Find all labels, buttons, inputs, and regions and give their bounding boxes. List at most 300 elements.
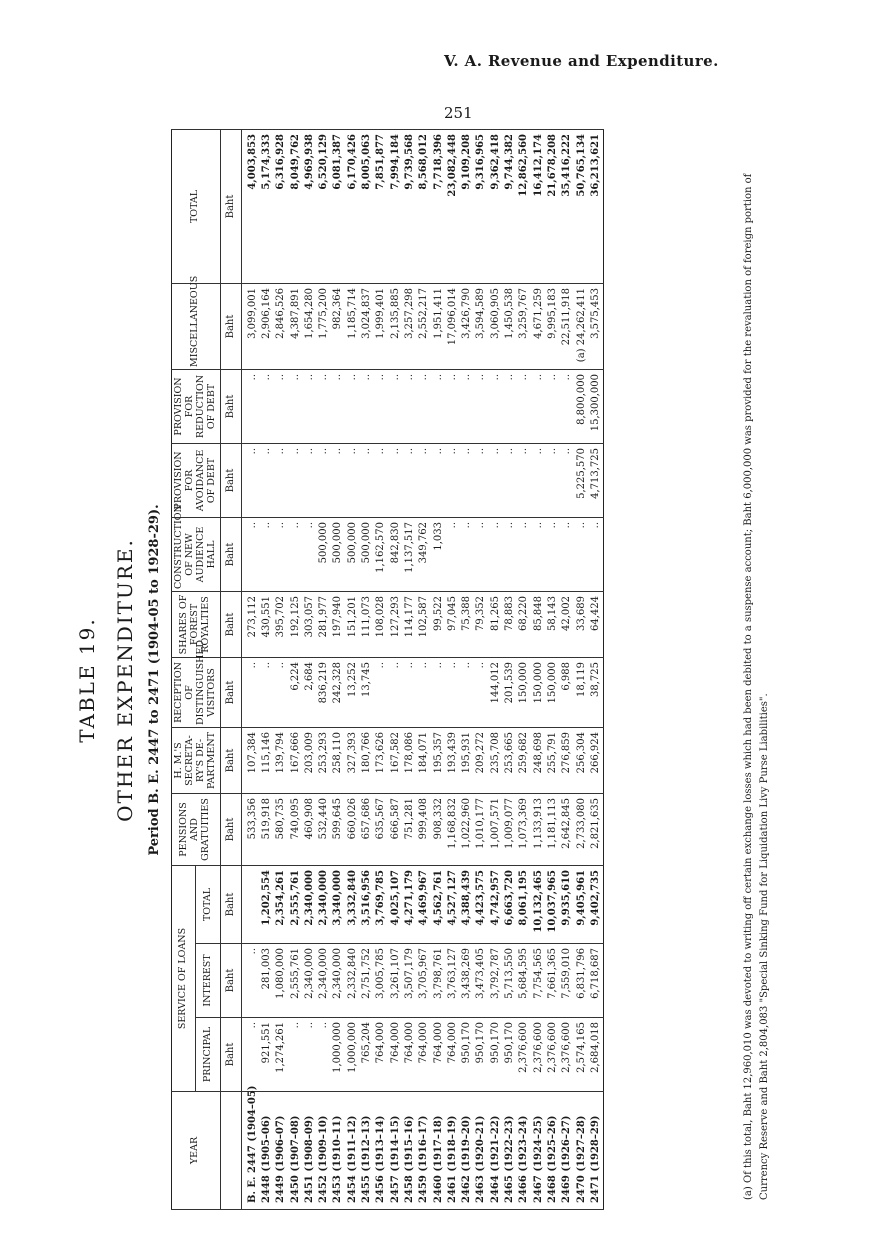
reception-cell: 150,000 xyxy=(532,657,546,727)
shares-cell: 281,977 xyxy=(317,591,331,657)
interest-cell: 2,555,761 xyxy=(289,944,303,1018)
principal-cell: 764,000 xyxy=(403,1018,417,1092)
hm-secretary-cell: 256,304 xyxy=(575,727,589,793)
miscellaneous-cell: 3,594,589 xyxy=(474,283,488,369)
reception-cell: 13,252 xyxy=(346,657,360,727)
grand-total-cell: 12,862,560 xyxy=(517,129,531,283)
table-row xyxy=(560,129,574,1209)
miscellaneous-cell: 3,259,767 xyxy=(517,283,531,369)
table-row xyxy=(575,129,589,1209)
shares-cell: 111,073 xyxy=(360,591,374,657)
hm-secretary-cell: 193,439 xyxy=(446,727,460,793)
year-cell: 2450 (1907–08) xyxy=(289,1092,303,1210)
reduction-cell: .. xyxy=(374,369,388,443)
pensions-cell: 1,010,177 xyxy=(474,793,488,865)
principal-cell: 1,000,000 xyxy=(331,1018,345,1092)
hm-secretary-cell: 107,384 xyxy=(241,727,260,793)
avoidance-cell: .. xyxy=(560,443,574,517)
shares-cell: 79,352 xyxy=(474,591,488,657)
shares-cell: 127,293 xyxy=(389,591,403,657)
header-principal: PRINCIPAL xyxy=(196,1018,220,1092)
year-cell: 2462 (1919–20) xyxy=(460,1092,474,1210)
hm-secretary-cell: 167,666 xyxy=(289,727,303,793)
year-cell: 2452 (1909–10) xyxy=(317,1092,331,1210)
loan-total-cell: 10,037,965 xyxy=(546,865,560,943)
reception-cell: 150,000 xyxy=(517,657,531,727)
reduction-cell: .. xyxy=(532,369,546,443)
avoidance-cell: .. xyxy=(489,443,503,517)
grand-total-cell: 36,213,621 xyxy=(589,129,604,283)
year-cell: 2449 (1906–07) xyxy=(274,1092,288,1210)
reduction-cell: .. xyxy=(474,369,488,443)
interest-cell: 2,340,000 xyxy=(317,944,331,1018)
reception-cell: 13,745 xyxy=(360,657,374,727)
reception-cell: .. xyxy=(403,657,417,727)
grand-total-cell: 7,994,184 xyxy=(389,129,403,283)
table-row xyxy=(317,129,331,1209)
avoidance-cell: .. xyxy=(346,443,360,517)
reception-cell: .. xyxy=(389,657,403,727)
grand-total-cell: 9,739,568 xyxy=(403,129,417,283)
grand-total-cell: 21,678,208 xyxy=(546,129,560,283)
interest-cell: 3,705,967 xyxy=(417,944,431,1018)
miscellaneous-cell: 3,257,298 xyxy=(403,283,417,369)
header-hm-secretary: H. M.'S SECRETA-RY'S DE-PARTMENT xyxy=(172,727,221,793)
reception-cell: 2,684 xyxy=(303,657,317,727)
unit-cell: Baht xyxy=(220,443,241,517)
table-row xyxy=(331,129,345,1209)
year-cell: 2456 (1913–14) xyxy=(374,1092,388,1210)
grand-total-cell: 8,049,762 xyxy=(289,129,303,283)
principal-cell: 1,000,000 xyxy=(346,1018,360,1092)
header-interest: INTEREST xyxy=(196,944,220,1018)
reception-cell: .. xyxy=(460,657,474,727)
shares-cell: 85,848 xyxy=(532,591,546,657)
avoidance-cell: .. xyxy=(241,443,260,517)
hm-secretary-cell: 139,794 xyxy=(274,727,288,793)
table-row xyxy=(474,129,488,1209)
table-title: OTHER EXPENDITURE. xyxy=(113,538,137,822)
table-row xyxy=(346,129,360,1209)
miscellaneous-cell: 4,387,891 xyxy=(289,283,303,369)
pensions-cell: 2,733,080 xyxy=(575,793,589,865)
avoidance-cell: .. xyxy=(446,443,460,517)
pensions-cell: 660,026 xyxy=(346,793,360,865)
avoidance-cell: .. xyxy=(374,443,388,517)
pensions-cell: 2,642,845 xyxy=(560,793,574,865)
principal-cell: 765,204 xyxy=(360,1018,374,1092)
year-cell: 2455 (1912–13) xyxy=(360,1092,374,1210)
hm-secretary-cell: 180,766 xyxy=(360,727,374,793)
table-row xyxy=(546,129,560,1209)
unit-cell: Baht xyxy=(220,129,241,283)
loan-total-cell: 8,061,195 xyxy=(517,865,531,943)
hm-secretary-cell: 115,146 xyxy=(260,727,274,793)
pensions-cell: 1,133,913 xyxy=(532,793,546,865)
miscellaneous-cell: 1,185,714 xyxy=(346,283,360,369)
principal-cell: .. xyxy=(303,1018,317,1092)
hm-secretary-cell: 173,626 xyxy=(374,727,388,793)
loan-total-cell: 3,340,000 xyxy=(331,865,345,943)
pensions-cell: 1,181,113 xyxy=(546,793,560,865)
expenditure-table xyxy=(171,129,604,1210)
miscellaneous-cell: 1,951,411 xyxy=(432,283,446,369)
grand-total-cell: 23,082,448 xyxy=(446,129,460,283)
principal-cell: 764,000 xyxy=(417,1018,431,1092)
interest-cell: 7,754,565 xyxy=(532,944,546,1018)
interest-cell: 1,080,000 xyxy=(274,944,288,1018)
hm-secretary-cell: 253,293 xyxy=(317,727,331,793)
interest-cell: 281,003 xyxy=(260,944,274,1018)
construction-cell: .. xyxy=(241,517,260,591)
table-row xyxy=(241,129,260,1209)
year-cell: 2461 (1918–19) xyxy=(446,1092,460,1210)
miscellaneous-cell: 2,846,526 xyxy=(274,283,288,369)
construction-cell: .. xyxy=(460,517,474,591)
year-cell: 2453 (1910–11) xyxy=(331,1092,345,1210)
reduction-cell: .. xyxy=(317,369,331,443)
loan-total-cell: 3,516,956 xyxy=(360,865,374,943)
avoidance-cell: 4,713,725 xyxy=(589,443,604,517)
grand-total-cell: 4,003,853 xyxy=(241,129,260,283)
principal-cell: 764,000 xyxy=(374,1018,388,1092)
header-grand-total: TOTAL xyxy=(172,129,221,283)
grand-total-cell: 8,005,063 xyxy=(360,129,374,283)
reduction-cell: .. xyxy=(389,369,403,443)
table-row xyxy=(503,129,517,1209)
pensions-cell: 1,168,832 xyxy=(446,793,460,865)
interest-cell: 7,661,365 xyxy=(546,944,560,1018)
shares-cell: 42,002 xyxy=(560,591,574,657)
hm-secretary-cell: 184,071 xyxy=(417,727,431,793)
shares-cell: 58,143 xyxy=(546,591,560,657)
principal-cell: 764,000 xyxy=(389,1018,403,1092)
loan-total-cell: 2,354,261 xyxy=(274,865,288,943)
miscellaneous-cell: 3,575,453 xyxy=(589,283,604,369)
grand-total-cell: 6,316,928 xyxy=(274,129,288,283)
unit-cell: Baht xyxy=(220,657,241,727)
year-cell: B. E. 2447 (1904–05) xyxy=(241,1092,260,1210)
construction-cell: .. xyxy=(446,517,460,591)
principal-cell: 764,000 xyxy=(446,1018,460,1092)
pensions-cell: 599,645 xyxy=(331,793,345,865)
grand-total-cell: 8,568,012 xyxy=(417,129,431,283)
construction-cell: 500,000 xyxy=(331,517,345,591)
reduction-cell: .. xyxy=(489,369,503,443)
interest-cell: 3,798,761 xyxy=(432,944,446,1018)
hm-secretary-cell: 209,272 xyxy=(474,727,488,793)
pensions-cell: 1,073,369 xyxy=(517,793,531,865)
hm-secretary-cell: 235,708 xyxy=(489,727,503,793)
shares-cell: 81,265 xyxy=(489,591,503,657)
hm-secretary-cell: 258,110 xyxy=(331,727,345,793)
reduction-cell: .. xyxy=(560,369,574,443)
table-row xyxy=(532,129,546,1209)
reception-cell: .. xyxy=(432,657,446,727)
reduction-cell: .. xyxy=(331,369,345,443)
loan-total-cell: 9,405,961 xyxy=(575,865,589,943)
miscellaneous-cell: 3,060,905 xyxy=(489,283,503,369)
construction-cell: .. xyxy=(546,517,560,591)
miscellaneous-cell: 3,099,001 xyxy=(241,283,260,369)
reception-cell: .. xyxy=(474,657,488,727)
unit-cell: Baht xyxy=(220,1018,241,1092)
pensions-cell: 908,332 xyxy=(432,793,446,865)
reduction-cell: .. xyxy=(403,369,417,443)
pensions-cell: 666,587 xyxy=(389,793,403,865)
year-cell: 2466 (1923–24) xyxy=(517,1092,531,1210)
loan-total-cell: 4,388,439 xyxy=(460,865,474,943)
pensions-cell: 740,095 xyxy=(289,793,303,865)
loan-total-cell: 3,332,840 xyxy=(346,865,360,943)
shares-cell: 108,028 xyxy=(374,591,388,657)
shares-cell: 192,125 xyxy=(289,591,303,657)
avoidance-cell: .. xyxy=(546,443,560,517)
loan-total-cell xyxy=(241,865,260,943)
construction-cell: .. xyxy=(274,517,288,591)
interest-cell: 3,763,127 xyxy=(446,944,460,1018)
table-row xyxy=(432,129,446,1209)
reduction-cell: .. xyxy=(241,369,260,443)
rotated-table-page xyxy=(75,133,835,1210)
table-row xyxy=(489,129,503,1209)
hm-secretary-cell: 259,682 xyxy=(517,727,531,793)
grand-total-cell: 9,744,382 xyxy=(503,129,517,283)
year-cell: 2464 (1921–22) xyxy=(489,1092,503,1210)
year-cell: 2448 (1905–06) xyxy=(260,1092,274,1210)
table-row xyxy=(360,129,374,1209)
shares-cell: 273,112 xyxy=(241,591,260,657)
reception-cell: 144,012 xyxy=(489,657,503,727)
reception-cell: 242,328 xyxy=(331,657,345,727)
construction-cell: .. xyxy=(560,517,574,591)
avoidance-cell: .. xyxy=(460,443,474,517)
construction-cell: .. xyxy=(260,517,274,591)
table-number: TABLE 19. xyxy=(75,617,99,743)
pensions-cell: 751,281 xyxy=(403,793,417,865)
reception-cell: 836,219 xyxy=(317,657,331,727)
loan-total-cell: 4,742,957 xyxy=(489,865,503,943)
reception-cell: 18,119 xyxy=(575,657,589,727)
grand-total-cell: 50,765,134 xyxy=(575,129,589,283)
year-cell: 2460 (1917–18) xyxy=(432,1092,446,1210)
principal-cell: 2,684,018 xyxy=(589,1018,604,1092)
avoidance-cell: .. xyxy=(274,443,288,517)
year-cell: 2470 (1927–28) xyxy=(575,1092,589,1210)
reduction-cell: .. xyxy=(289,369,303,443)
pensions-cell: 1,007,571 xyxy=(489,793,503,865)
table-row xyxy=(589,129,604,1209)
avoidance-cell: .. xyxy=(303,443,317,517)
principal-cell: 950,170 xyxy=(474,1018,488,1092)
table-row xyxy=(260,129,274,1209)
construction-cell: .. xyxy=(575,517,589,591)
pensions-cell: 1,009,077 xyxy=(503,793,517,865)
reception-cell: 150,000 xyxy=(546,657,560,727)
miscellaneous-cell: 3,024,837 xyxy=(360,283,374,369)
year-cell: 2451 (1908–09) xyxy=(303,1092,317,1210)
shares-cell: 303,057 xyxy=(303,591,317,657)
hm-secretary-cell: 327,393 xyxy=(346,727,360,793)
reduction-cell: 15,300,000 xyxy=(589,369,604,443)
table-row xyxy=(417,129,431,1209)
hm-secretary-cell: 253,665 xyxy=(503,727,517,793)
table-row xyxy=(446,129,460,1209)
header-miscellaneous: MISCELLANEOUS xyxy=(172,283,221,369)
year-cell: 2459 (1916–17) xyxy=(417,1092,431,1210)
reception-cell: .. xyxy=(417,657,431,727)
year-cell: 2465 (1922–23) xyxy=(503,1092,517,1210)
interest-cell: 5,713,550 xyxy=(503,944,517,1018)
reception-cell: .. xyxy=(260,657,274,727)
table-row xyxy=(403,129,417,1209)
reduction-cell: .. xyxy=(260,369,274,443)
miscellaneous-cell: 9,995,183 xyxy=(546,283,560,369)
hm-secretary-cell: 178,086 xyxy=(403,727,417,793)
grand-total-cell: 16,412,174 xyxy=(532,129,546,283)
construction-cell: .. xyxy=(532,517,546,591)
shares-cell: 151,201 xyxy=(346,591,360,657)
hm-secretary-cell: 203,009 xyxy=(303,727,317,793)
loan-total-cell: 4,562,761 xyxy=(432,865,446,943)
principal-cell: 764,000 xyxy=(432,1018,446,1092)
shares-cell: 33,689 xyxy=(575,591,589,657)
interest-cell: 7,559,010 xyxy=(560,944,574,1018)
shares-cell: 430,551 xyxy=(260,591,274,657)
miscellaneous-cell: 2,552,217 xyxy=(417,283,431,369)
pensions-cell: 532,440 xyxy=(317,793,331,865)
principal-cell: 950,170 xyxy=(489,1018,503,1092)
page-number: 251 xyxy=(444,104,473,122)
hm-secretary-cell: 266,924 xyxy=(589,727,604,793)
grand-total-cell: 9,109,208 xyxy=(460,129,474,283)
interest-cell: 3,792,787 xyxy=(489,944,503,1018)
loan-total-cell: 4,527,127 xyxy=(446,865,460,943)
loan-total-cell: 6,663,720 xyxy=(503,865,517,943)
miscellaneous-cell: 17,096,014 xyxy=(446,283,460,369)
reduction-cell: .. xyxy=(303,369,317,443)
principal-cell: 2,376,600 xyxy=(517,1018,531,1092)
header-pensions: PENSIONS AND GRATUITIES xyxy=(172,793,221,865)
table-row xyxy=(274,129,288,1209)
reduction-cell: .. xyxy=(546,369,560,443)
table-row xyxy=(374,129,388,1209)
year-cell: 2457 (1914–15) xyxy=(389,1092,403,1210)
shares-cell: 78,883 xyxy=(503,591,517,657)
construction-cell: 842,830 xyxy=(389,517,403,591)
construction-cell: 349,762 xyxy=(417,517,431,591)
pensions-cell: 999,408 xyxy=(417,793,431,865)
table-row xyxy=(460,129,474,1209)
avoidance-cell: 5,225,570 xyxy=(575,443,589,517)
grand-total-cell: 9,316,965 xyxy=(474,129,488,283)
principal-cell: .. xyxy=(317,1018,331,1092)
grand-total-cell: 6,520,129 xyxy=(317,129,331,283)
running-head: V. A. Revenue and Expenditure. xyxy=(444,52,719,70)
hm-secretary-cell: 195,931 xyxy=(460,727,474,793)
avoidance-cell: .. xyxy=(417,443,431,517)
year-cell: 2458 (1915–16) xyxy=(403,1092,417,1210)
principal-cell: 2,376,600 xyxy=(560,1018,574,1092)
principal-cell: 950,170 xyxy=(503,1018,517,1092)
table-row xyxy=(517,129,531,1209)
year-cell: 2468 (1925–26) xyxy=(546,1092,560,1210)
reduction-cell: .. xyxy=(274,369,288,443)
year-cell: 2469 (1926–27) xyxy=(560,1092,574,1210)
avoidance-cell: .. xyxy=(532,443,546,517)
miscellaneous-cell: 22,511,918 xyxy=(560,283,574,369)
shares-cell: 114,177 xyxy=(403,591,417,657)
unit-cell: Baht xyxy=(220,865,241,943)
construction-cell: .. xyxy=(517,517,531,591)
interest-cell: 5,684,595 xyxy=(517,944,531,1018)
miscellaneous-cell: 1,654,280 xyxy=(303,283,317,369)
reduction-cell: .. xyxy=(432,369,446,443)
principal-cell: .. xyxy=(241,1018,260,1092)
grand-total-cell: 9,362,418 xyxy=(489,129,503,283)
shares-cell: 102,587 xyxy=(417,591,431,657)
loan-total-cell: 4,271,179 xyxy=(403,865,417,943)
principal-cell: 2,376,600 xyxy=(532,1018,546,1092)
unit-cell: Baht xyxy=(220,369,241,443)
loan-total-cell: 4,423,575 xyxy=(474,865,488,943)
unit-cell xyxy=(220,1092,241,1210)
reduction-cell: .. xyxy=(360,369,374,443)
hm-secretary-cell: 276,859 xyxy=(560,727,574,793)
table-row xyxy=(389,129,403,1209)
interest-cell: 3,507,179 xyxy=(403,944,417,1018)
avoidance-cell: .. xyxy=(432,443,446,517)
avoidance-cell: .. xyxy=(503,443,517,517)
miscellaneous-cell: 3,426,790 xyxy=(460,283,474,369)
principal-cell: 1,274,261 xyxy=(274,1018,288,1092)
avoidance-cell: .. xyxy=(317,443,331,517)
miscellaneous-cell: 2,906,164 xyxy=(260,283,274,369)
miscellaneous-cell: 1,450,538 xyxy=(503,283,517,369)
reception-cell: .. xyxy=(241,657,260,727)
pensions-cell: 533,356 xyxy=(241,793,260,865)
unit-cell: Baht xyxy=(220,727,241,793)
shares-cell: 68,220 xyxy=(517,591,531,657)
loan-total-cell: 9,402,735 xyxy=(589,865,604,943)
grand-total-cell: 6,170,426 xyxy=(346,129,360,283)
loan-total-cell: 2,340,000 xyxy=(303,865,317,943)
unit-cell: Baht xyxy=(220,283,241,369)
header-reception: RECEPTION OF DISTINGUISHED VISITORS xyxy=(172,657,221,727)
reception-cell: 38,725 xyxy=(589,657,604,727)
construction-cell: .. xyxy=(489,517,503,591)
construction-cell: .. xyxy=(503,517,517,591)
unit-cell: Baht xyxy=(220,793,241,865)
reception-cell: 6,988 xyxy=(560,657,574,727)
construction-cell: .. xyxy=(289,517,303,591)
interest-cell: 2,332,840 xyxy=(346,944,360,1018)
interest-cell: 6,831,796 xyxy=(575,944,589,1018)
avoidance-cell: .. xyxy=(403,443,417,517)
miscellaneous-cell: 1,775,200 xyxy=(317,283,331,369)
header-construction: CONSTRUCTION OF NEW AUDIENCE HALL xyxy=(172,517,221,591)
miscellaneous-cell: 1,999,401 xyxy=(374,283,388,369)
loan-total-cell: 10,132,465 xyxy=(532,865,546,943)
loan-total-cell: 9,935,610 xyxy=(560,865,574,943)
grand-total-cell: 7,718,396 xyxy=(432,129,446,283)
construction-cell: 1,162,570 xyxy=(374,517,388,591)
header-provision-reduction: PROVISION FOR REDUCTION OF DEBT xyxy=(172,369,221,443)
reduction-cell: .. xyxy=(503,369,517,443)
principal-cell: 2,376,600 xyxy=(546,1018,560,1092)
construction-cell: 500,000 xyxy=(346,517,360,591)
grand-total-cell: 4,969,938 xyxy=(303,129,317,283)
